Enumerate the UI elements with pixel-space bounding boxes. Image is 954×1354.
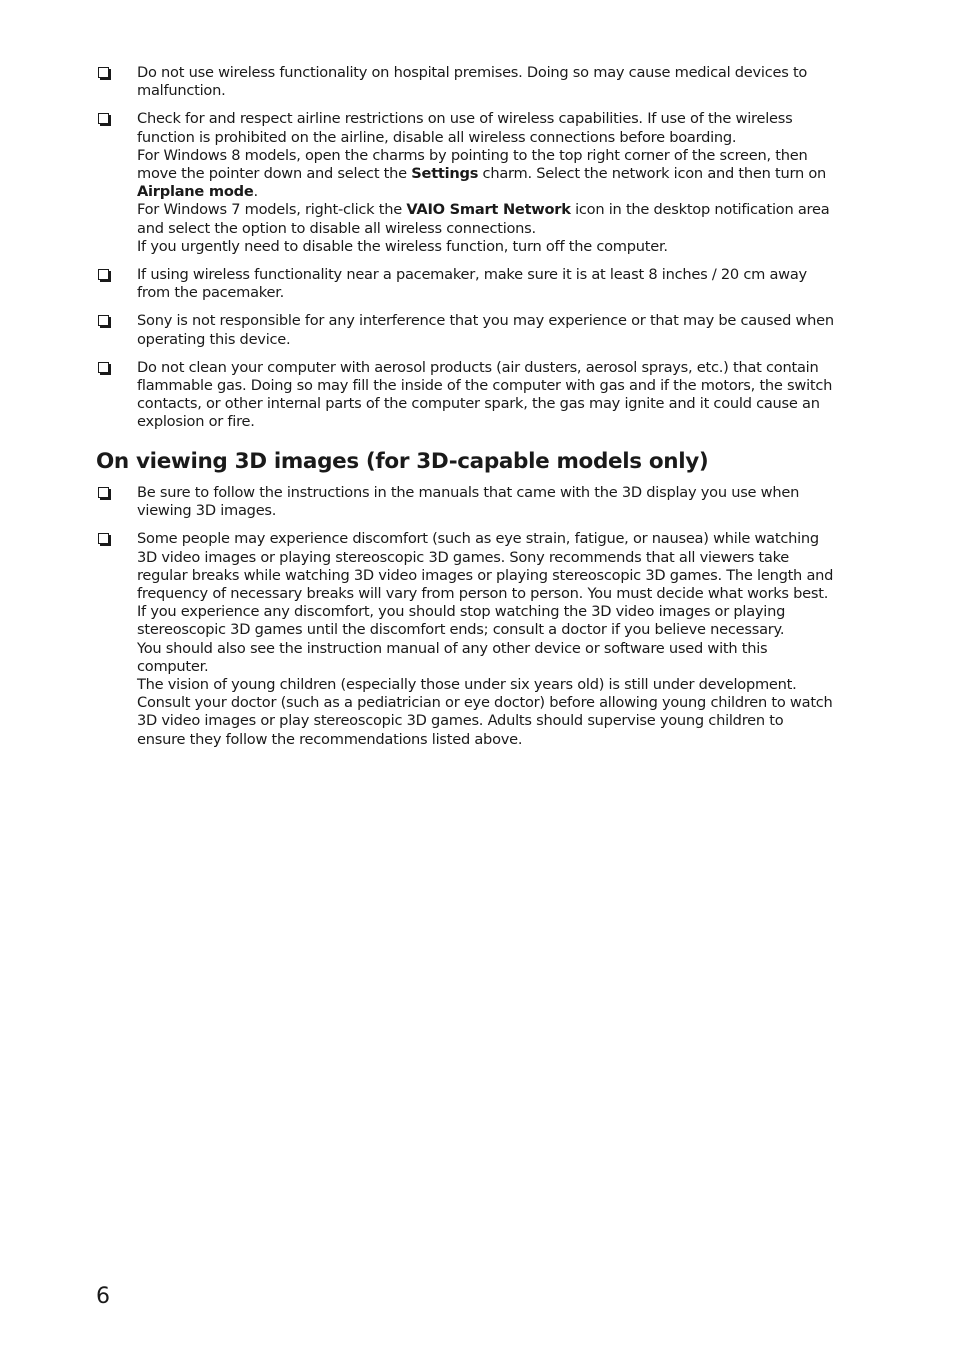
wireless-precautions-list bbox=[96, 64, 836, 442]
bold-term: VAIO Smart Network bbox=[406, 201, 571, 219]
list-item bbox=[96, 266, 836, 302]
section-heading-3d: On viewing 3D images (for 3D-capable models only) bbox=[96, 449, 709, 474]
item-paragraph bbox=[137, 359, 836, 432]
text-run: charm. Select the network icon and then turn on bbox=[478, 165, 827, 183]
item-paragraph bbox=[137, 312, 836, 348]
item-paragraph bbox=[137, 110, 836, 146]
item-paragraph bbox=[137, 530, 836, 639]
checkbox-bullet-icon bbox=[98, 362, 109, 373]
item-paragraph bbox=[137, 147, 836, 202]
item-paragraph bbox=[137, 676, 836, 749]
item-paragraph bbox=[137, 238, 836, 256]
checkbox-bullet-icon bbox=[98, 487, 109, 498]
checkbox-bullet-icon bbox=[98, 533, 109, 544]
text-run: For Windows 8 models, open the charms by pointing to the top right corner of the screen, then move the pointer down and select the bbox=[137, 146, 808, 183]
text-run: Check for and respect airline restrictions on use of wireless capabilities. If use of the wireless function is prohibited on the airline, disable all wireless connections before boarding. bbox=[137, 110, 793, 146]
checkbox-bullet-icon bbox=[98, 315, 109, 326]
text-run: The vision of young children (especially those under six years old) is still under development. Consult your doctor (such as a pediatrician or eye doctor) before allowing young children to watch 3D video images or play stereoscopic 3D games. Adults should supervise young children to ensure they follow the recommendations listed above. bbox=[137, 676, 833, 748]
text-run: You should also see the instruction manual of any other device or software used with this computer. bbox=[137, 639, 768, 675]
checkbox-bullet-icon bbox=[98, 67, 109, 78]
text-run: Be sure to follow the instructions in the manuals that came with the 3D display you use when viewing 3D images. bbox=[137, 484, 800, 520]
list-item bbox=[96, 64, 836, 100]
list-item bbox=[96, 359, 836, 432]
3d-viewing-precautions-list bbox=[96, 484, 836, 759]
text-run: For Windows 7 models, right-click the bbox=[137, 201, 407, 219]
text-run: Do not use wireless functionality on hospital premises. Doing so may cause medical devices to malfunction. bbox=[137, 64, 808, 100]
text-run: icon in the desktop notification area and select the option to disable all wireless connections. bbox=[137, 201, 830, 237]
list-item bbox=[96, 484, 836, 520]
list-item bbox=[96, 110, 836, 256]
text-run: Do not clean your computer with aerosol products (air dusters, aerosol sprays, etc.) that contain flammable gas. Doing so may fill the inside of the computer with gas and if the motors, the switch contacts, or other internal parts of the computer spark, the gas may ignite and it could cause an explosion or fire. bbox=[137, 358, 833, 431]
item-paragraph bbox=[137, 201, 836, 237]
checkbox-bullet-icon bbox=[98, 113, 109, 124]
text-run: Some people may experience discomfort (such as eye strain, fatigue, or nausea) while watching 3D video images or playing stereoscopic 3D games. Sony recommends that all viewers take regular breaks while watching 3D video images or playing stereoscopic 3D games. The length and frequency of necessary breaks will vary from person to person. You must decide what works best. If you experience any discomfort, you should stop watching the 3D video images or playing stereoscopic 3D games until the discomfort ends; consult a doctor if you believe necessary. bbox=[137, 530, 834, 639]
bold-term: Settings bbox=[411, 165, 479, 183]
bold-term: Airplane mode bbox=[137, 183, 254, 201]
text-run: If using wireless functionality near a pacemaker, make sure it is at least 8 inches / 20 cm away from the pacemaker. bbox=[137, 266, 807, 302]
checkbox-bullet-icon bbox=[98, 269, 109, 280]
text-run: If you urgently need to disable the wireless function, turn off the computer. bbox=[137, 237, 668, 255]
list-item bbox=[96, 530, 836, 748]
text-run: . bbox=[253, 183, 258, 201]
item-paragraph bbox=[137, 64, 836, 100]
item-paragraph bbox=[137, 640, 836, 676]
item-paragraph bbox=[137, 484, 836, 520]
list-item bbox=[96, 312, 836, 348]
item-paragraph bbox=[137, 266, 836, 302]
page-number: 6 bbox=[96, 1284, 110, 1309]
text-run: Sony is not responsible for any interference that you may experience or that may be caused when operating this device. bbox=[137, 312, 834, 348]
